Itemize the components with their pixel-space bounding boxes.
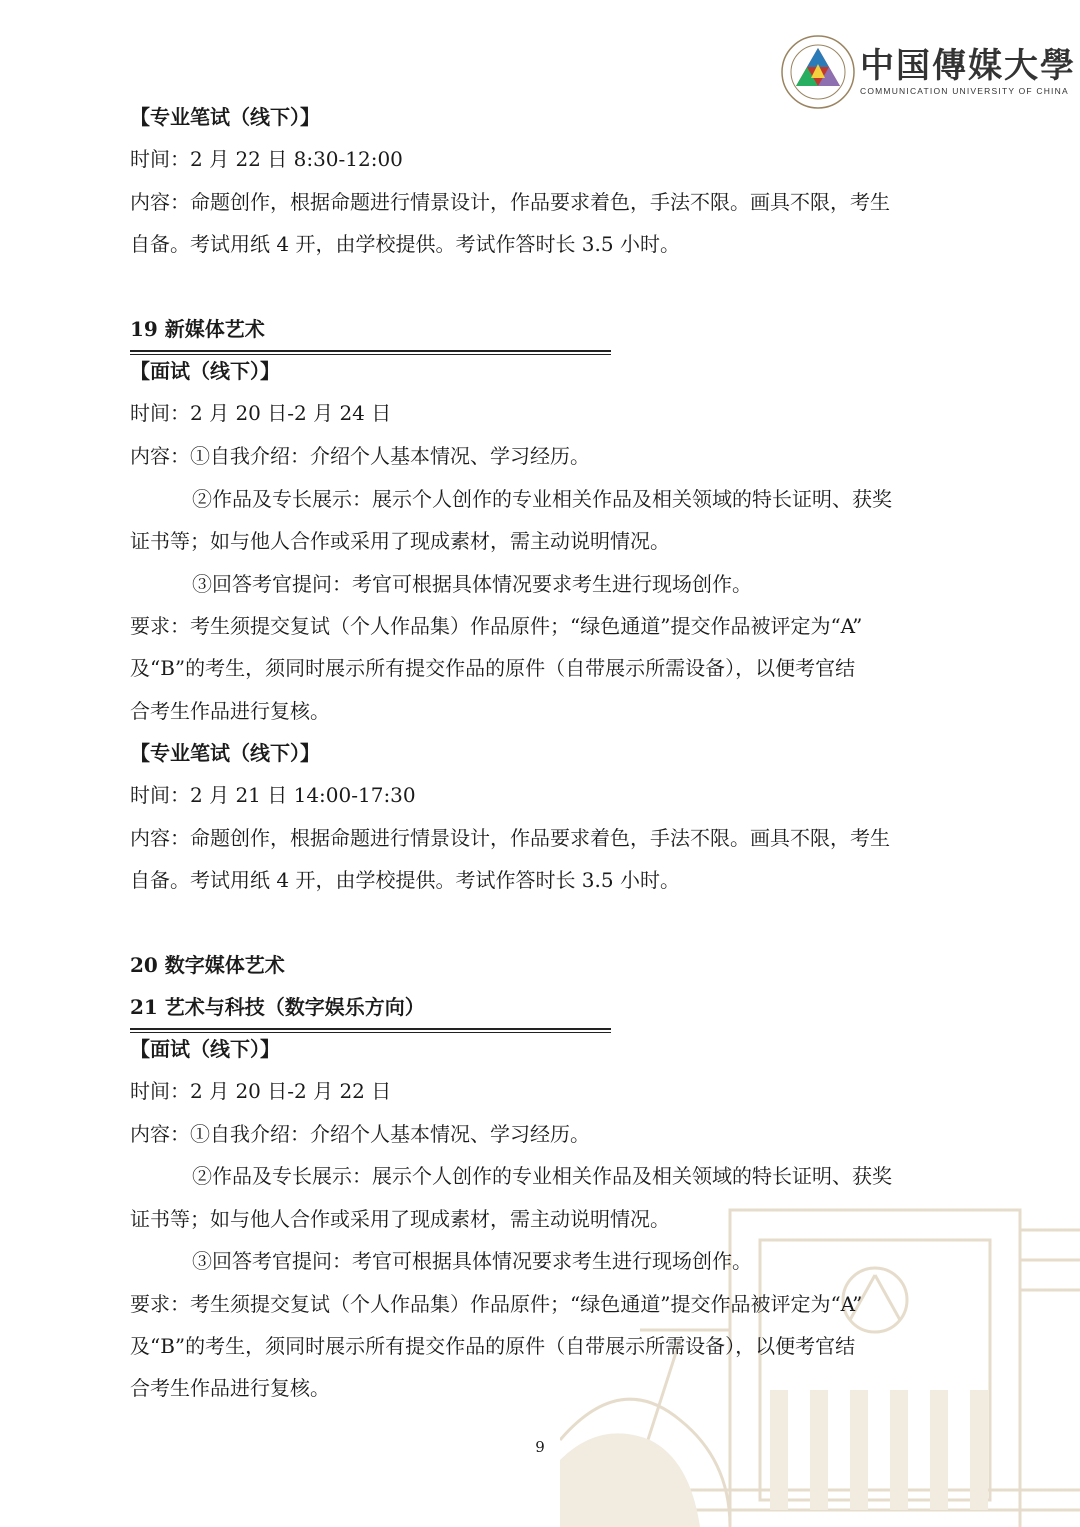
text-line: 时间：2 月 21 日 14:00-17:30: [130, 783, 416, 807]
text-line: 自备。考试用纸 4 开，由学校提供。考试作答时长 3.5 小时。: [130, 868, 680, 892]
major-title: 19 新媒体艺术: [130, 317, 265, 341]
text-line: 时间：2 月 20 日-2 月 22 日: [130, 1079, 392, 1103]
text-line: ②作品及专长展示：展示个人创作的专业相关作品及相关领域的特长证明、获奖: [192, 1164, 892, 1188]
text-line: 要求：考生须提交复试（个人作品集）作品原件；“绿色通道”提交作品被评定为“A”: [130, 614, 863, 638]
text-line: ②作品及专长展示：展示个人创作的专业相关作品及相关领域的特长证明、获奖: [192, 487, 892, 511]
page-number: 9: [535, 1438, 545, 1456]
text-line: 自备。考试用纸 4 开，由学校提供。考试作答时长 3.5 小时。: [130, 232, 680, 256]
section-heading: 【专业笔试（线下）】: [130, 741, 320, 765]
major-title: 20 数字媒体艺术: [130, 953, 285, 977]
title-divider: [130, 1028, 611, 1033]
major-title: 21 艺术与科技（数字娱乐方向）: [130, 995, 425, 1019]
text-line: 证书等；如与他人合作或采用了现成素材，需主动说明情况。: [130, 529, 670, 553]
text-line: ③回答考官提问：考官可根据具体情况要求考生进行现场创作。: [192, 572, 752, 596]
text-line: 时间：2 月 22 日 8:30-12:00: [130, 147, 403, 171]
text-line: 时间：2 月 20 日-2 月 24 日: [130, 401, 392, 425]
university-logo: [780, 32, 1076, 112]
logo-chinese-name: 中国傳媒大學: [860, 46, 1076, 86]
text-line: 及“B”的考生，须同时展示所有提交作品的原件（自带展示所需设备），以便考官结: [130, 656, 856, 680]
section-heading: 【面试（线下）】: [130, 359, 280, 383]
text-line: 内容：①自我介绍：介绍个人基本情况、学习经历。: [130, 1122, 590, 1146]
text-line: 合考生作品进行复核。: [130, 699, 330, 723]
university-seal-icon: [780, 34, 856, 110]
logo-english-name: COMMUNICATION UNIVERSITY OF CHINA: [860, 86, 1069, 96]
section-heading: 【面试（线下）】: [130, 1037, 280, 1061]
text-line: 内容：命题创作，根据命题进行情景设计，作品要求着色，手法不限。画具不限，考生: [130, 190, 890, 214]
text-line: 内容：①自我介绍：介绍个人基本情况、学习经历。: [130, 444, 590, 468]
text-line: 要求：考生须提交复试（个人作品集）作品原件；“绿色通道”提交作品被评定为“A”: [130, 1292, 863, 1316]
text-line: 合考生作品进行复核。: [130, 1376, 330, 1400]
section-heading: 【专业笔试（线下）】: [130, 105, 320, 129]
text-line: 及“B”的考生，须同时展示所有提交作品的原件（自带展示所需设备），以便考官结: [130, 1334, 856, 1358]
text-line: 内容：命题创作，根据命题进行情景设计，作品要求着色，手法不限。画具不限，考生: [130, 826, 890, 850]
text-line: 证书等；如与他人合作或采用了现成素材，需主动说明情况。: [130, 1207, 670, 1231]
title-divider: [130, 350, 611, 355]
text-line: ③回答考官提问：考官可根据具体情况要求考生进行现场创作。: [192, 1249, 752, 1273]
